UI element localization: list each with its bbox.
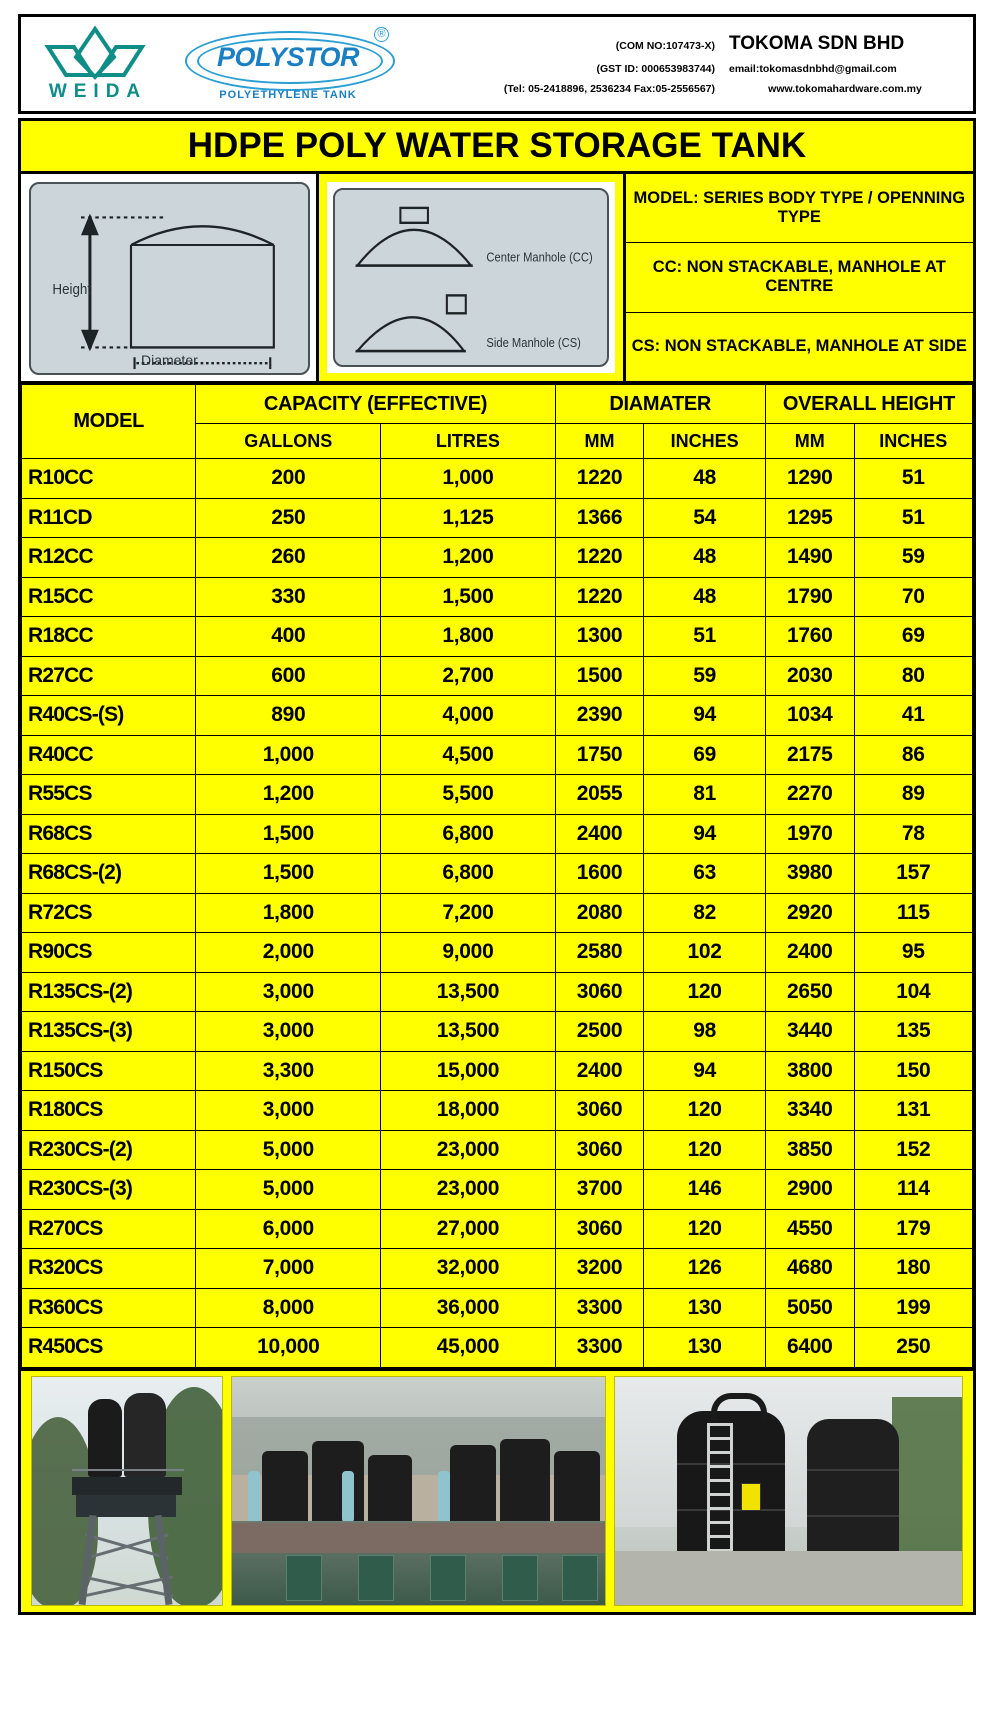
cell-h_mm: 2175 (765, 735, 854, 775)
cell-model: R40CS-(S) (22, 696, 196, 736)
cell-litres: 13,500 (381, 972, 555, 1012)
cell-model: R320CS (22, 1249, 196, 1289)
cell-h_in: 114 (854, 1170, 972, 1210)
cell-gallons: 7,000 (196, 1249, 381, 1289)
col-litres-header: LITRES (381, 424, 555, 459)
cell-model: R135CS-(3) (22, 1012, 196, 1052)
cell-h_mm: 2270 (765, 775, 854, 815)
cell-h_in: 150 (854, 1051, 972, 1091)
cell-model: R18CC (22, 617, 196, 657)
weida-wordmark: WEIDA (48, 81, 148, 102)
table-row (22, 696, 973, 736)
cell-litres: 6,800 (381, 814, 555, 854)
cell-model: R55CS (22, 775, 196, 815)
manhole-diagram-frame (327, 182, 615, 373)
cell-litres: 2,700 (381, 656, 555, 696)
cell-model: R450CS (22, 1328, 196, 1368)
cell-h_mm: 1790 (765, 577, 854, 617)
cell-h_mm: 1295 (765, 498, 854, 538)
cell-dia_mm: 2390 (555, 696, 644, 736)
cell-h_mm: 2900 (765, 1170, 854, 1210)
cell-h_mm: 2030 (765, 656, 854, 696)
cell-litres: 1,000 (381, 459, 555, 499)
cell-model: R230CS-(3) (22, 1170, 196, 1210)
cell-model: R12CC (22, 538, 196, 578)
cell-dia_mm: 3300 (555, 1328, 644, 1368)
cell-dia_in: 94 (644, 1051, 766, 1091)
registered-trademark-icon: ® (374, 27, 389, 42)
cell-litres: 23,000 (381, 1170, 555, 1210)
rooftop-tank-farm-photo (231, 1376, 607, 1606)
cell-h_in: 70 (854, 577, 972, 617)
cell-dia_in: 120 (644, 1091, 766, 1131)
cell-h_in: 131 (854, 1091, 972, 1131)
cell-dia_in: 130 (644, 1288, 766, 1328)
tank-dimension-diagram (31, 184, 308, 373)
cell-dia_mm: 1220 (555, 577, 644, 617)
col-height-mm-header: MM (765, 424, 854, 459)
cell-model: R68CS-(2) (22, 854, 196, 894)
spec-table (21, 384, 973, 1368)
cell-litres: 4,500 (381, 735, 555, 775)
spec-table-wrapper (18, 384, 976, 1371)
cell-model: R40CC (22, 735, 196, 775)
cell-litres: 5,500 (381, 775, 555, 815)
cell-gallons: 600 (196, 656, 381, 696)
cell-model: R150CS (22, 1051, 196, 1091)
cell-h_in: 135 (854, 1012, 972, 1052)
table-row (22, 972, 973, 1012)
cell-dia_in: 48 (644, 538, 766, 578)
manhole-types-diagram (335, 190, 607, 365)
black-tanks-with-ladder-photo (614, 1376, 963, 1606)
table-row (22, 498, 973, 538)
cell-dia_mm: 1750 (555, 735, 644, 775)
cell-h_mm: 2400 (765, 933, 854, 973)
company-name: TOKOMA SDN BHD (729, 33, 905, 54)
cell-dia_mm: 1220 (555, 538, 644, 578)
title-bar (18, 118, 976, 174)
company-info-row (395, 83, 961, 95)
table-row (22, 1209, 973, 1249)
cell-model: R15CC (22, 577, 196, 617)
cell-h_in: 250 (854, 1328, 972, 1368)
cell-model: R11CD (22, 498, 196, 538)
cell-litres: 1,800 (381, 617, 555, 657)
cell-h_mm: 1970 (765, 814, 854, 854)
page-header (18, 14, 976, 114)
cell-gallons: 1,000 (196, 735, 381, 775)
company-phone-fax: (Tel: 05-2418896, 2536234 Fax:05-2556567) (503, 83, 715, 95)
cell-gallons: 10,000 (196, 1328, 381, 1368)
cell-model: R72CS (22, 893, 196, 933)
cell-h_in: 51 (854, 498, 972, 538)
cell-gallons: 3,000 (196, 972, 381, 1012)
cell-h_mm: 2920 (765, 893, 854, 933)
cell-dia_in: 51 (644, 617, 766, 657)
cell-gallons: 5,000 (196, 1170, 381, 1210)
col-height-inches-header: INCHES (854, 424, 972, 459)
cell-gallons: 1,800 (196, 893, 381, 933)
company-registration-number: (COM NO:107473-X) (615, 40, 715, 52)
legend-model-series: MODEL: SERIES BODY TYPE / OPENNING TYPE (633, 188, 966, 227)
cell-h_in: 86 (854, 735, 972, 775)
cell-model: R230CS-(2) (22, 1130, 196, 1170)
cell-dia_mm: 1220 (555, 459, 644, 499)
cell-gallons: 330 (196, 577, 381, 617)
dimension-diagram-panel (29, 182, 310, 375)
cell-dia_mm: 1500 (555, 656, 644, 696)
company-email[interactable]: email:tokomasdnbhd@gmail.com (729, 63, 897, 75)
cell-h_in: 89 (854, 775, 972, 815)
cell-gallons: 260 (196, 538, 381, 578)
manhole-diagram-cell (319, 174, 626, 381)
cell-gallons: 1,200 (196, 775, 381, 815)
cell-dia_in: 130 (644, 1328, 766, 1368)
spec-table-body (22, 459, 973, 1368)
cell-h_mm: 3440 (765, 1012, 854, 1052)
table-row (22, 1091, 973, 1131)
cell-h_in: 78 (854, 814, 972, 854)
photo-strip (18, 1371, 976, 1615)
cell-h_in: 157 (854, 854, 972, 894)
page-title: HDPE POLY WATER STORAGE TANK (187, 126, 807, 165)
cell-dia_mm: 3300 (555, 1288, 644, 1328)
table-row (22, 893, 973, 933)
cell-gallons: 3,000 (196, 1012, 381, 1052)
table-row (22, 1051, 973, 1091)
cell-litres: 36,000 (381, 1288, 555, 1328)
cell-dia_in: 81 (644, 775, 766, 815)
cell-dia_mm: 1300 (555, 617, 644, 657)
table-row (22, 538, 973, 578)
side-manhole-label: Side Manhole (CS) (486, 335, 581, 351)
cell-model: R180CS (22, 1091, 196, 1131)
cell-h_mm: 1760 (765, 617, 854, 657)
cell-dia_mm: 2400 (555, 1051, 644, 1091)
table-row (22, 1012, 973, 1052)
table-row (22, 617, 973, 657)
cell-h_mm: 4680 (765, 1249, 854, 1289)
polystor-logo (185, 21, 395, 107)
table-row (22, 775, 973, 815)
cell-model: R27CC (22, 656, 196, 696)
spec-table-group-header-row (22, 385, 973, 424)
weida-logo (35, 25, 155, 103)
cell-gallons: 1,500 (196, 854, 381, 894)
cell-dia_in: 48 (644, 459, 766, 499)
cell-dia_mm: 3060 (555, 1209, 644, 1249)
diameter-label: Diameter (140, 352, 198, 368)
table-row (22, 1288, 973, 1328)
cell-litres: 6,800 (381, 854, 555, 894)
cell-h_mm: 1290 (765, 459, 854, 499)
cell-gallons: 200 (196, 459, 381, 499)
company-info-row (395, 63, 961, 75)
cell-litres: 7,200 (381, 893, 555, 933)
spec-table-head (22, 385, 973, 459)
table-row (22, 1249, 973, 1289)
logo-zone (21, 17, 395, 111)
cell-gallons: 250 (196, 498, 381, 538)
cell-litres: 9,000 (381, 933, 555, 973)
cell-dia_mm: 2400 (555, 814, 644, 854)
col-height-header: OVERALL HEIGHT (765, 385, 972, 424)
cell-dia_mm: 2580 (555, 933, 644, 973)
cell-dia_in: 146 (644, 1170, 766, 1210)
cell-gallons: 5,000 (196, 1130, 381, 1170)
cell-dia_in: 59 (644, 656, 766, 696)
col-diameter-mm-header: MM (555, 424, 644, 459)
cell-model: R10CC (22, 459, 196, 499)
cell-h_mm: 2650 (765, 972, 854, 1012)
cell-dia_mm: 3700 (555, 1170, 644, 1210)
col-model-header: MODEL (22, 385, 196, 459)
cell-dia_in: 82 (644, 893, 766, 933)
col-diameter-header: DIAMATER (555, 385, 765, 424)
diagram-row (18, 174, 976, 384)
cell-dia_in: 98 (644, 1012, 766, 1052)
cell-litres: 15,000 (381, 1051, 555, 1091)
cell-litres: 27,000 (381, 1209, 555, 1249)
table-row (22, 459, 973, 499)
cell-dia_in: 102 (644, 933, 766, 973)
cell-h_mm: 3980 (765, 854, 854, 894)
company-info (395, 17, 973, 111)
cell-gallons: 400 (196, 617, 381, 657)
cell-h_in: 179 (854, 1209, 972, 1249)
cell-h_mm: 3850 (765, 1130, 854, 1170)
cell-litres: 13,500 (381, 1012, 555, 1052)
cell-h_in: 152 (854, 1130, 972, 1170)
table-row (22, 1328, 973, 1368)
cell-litres: 1,500 (381, 577, 555, 617)
cell-litres: 18,000 (381, 1091, 555, 1131)
cell-dia_mm: 2055 (555, 775, 644, 815)
cell-h_in: 69 (854, 617, 972, 657)
cell-dia_mm: 3060 (555, 972, 644, 1012)
cell-gallons: 1,500 (196, 814, 381, 854)
company-info-row (395, 33, 961, 55)
table-row (22, 933, 973, 973)
cell-litres: 45,000 (381, 1328, 555, 1368)
table-row (22, 1130, 973, 1170)
cell-h_in: 59 (854, 538, 972, 578)
cell-litres: 1,125 (381, 498, 555, 538)
cell-dia_in: 94 (644, 696, 766, 736)
cell-gallons: 2,000 (196, 933, 381, 973)
cell-model: R68CS (22, 814, 196, 854)
dimension-diagram-cell (21, 174, 319, 381)
cell-dia_mm: 3060 (555, 1091, 644, 1131)
cell-h_in: 95 (854, 933, 972, 973)
cell-dia_in: 120 (644, 1130, 766, 1170)
cell-gallons: 3,300 (196, 1051, 381, 1091)
cell-h_mm: 1034 (765, 696, 854, 736)
col-gallons-header: GALLONS (196, 424, 381, 459)
cell-litres: 32,000 (381, 1249, 555, 1289)
model-legend (626, 174, 973, 381)
cell-h_mm: 3340 (765, 1091, 854, 1131)
cell-gallons: 3,000 (196, 1091, 381, 1131)
cell-litres: 1,200 (381, 538, 555, 578)
cell-dia_in: 120 (644, 972, 766, 1012)
col-diameter-inches-header: INCHES (644, 424, 766, 459)
cell-litres: 4,000 (381, 696, 555, 736)
polystor-tagline: POLYETHYLENE TANK (219, 89, 357, 101)
cell-dia_in: 94 (644, 814, 766, 854)
cell-dia_mm: 2080 (555, 893, 644, 933)
cell-model: R90CS (22, 933, 196, 973)
table-row (22, 854, 973, 894)
cell-h_mm: 5050 (765, 1288, 854, 1328)
gst-id: (GST ID: 000653983744) (596, 63, 715, 75)
cell-model: R135CS-(2) (22, 972, 196, 1012)
cell-h_in: 51 (854, 459, 972, 499)
weida-lotus-icon (40, 25, 150, 83)
cell-dia_mm: 3060 (555, 1130, 644, 1170)
cell-h_mm: 6400 (765, 1328, 854, 1368)
table-row (22, 656, 973, 696)
cell-litres: 23,000 (381, 1130, 555, 1170)
cell-dia_mm: 1366 (555, 498, 644, 538)
cell-gallons: 890 (196, 696, 381, 736)
cell-h_in: 41 (854, 696, 972, 736)
cell-h_mm: 4550 (765, 1209, 854, 1249)
cell-dia_in: 126 (644, 1249, 766, 1289)
cell-h_in: 180 (854, 1249, 972, 1289)
col-capacity-header: CAPACITY (EFFECTIVE) (196, 385, 555, 424)
cell-h_mm: 1490 (765, 538, 854, 578)
cell-h_in: 199 (854, 1288, 972, 1328)
cell-dia_in: 54 (644, 498, 766, 538)
height-label: Height (52, 280, 92, 298)
cell-h_mm: 3800 (765, 1051, 854, 1091)
cell-dia_in: 48 (644, 577, 766, 617)
table-row (22, 735, 973, 775)
cell-dia_in: 69 (644, 735, 766, 775)
center-manhole-label: Center Manhole (CC) (486, 249, 593, 265)
company-website[interactable]: www.tokomahardware.com.my (768, 83, 922, 95)
table-row (22, 577, 973, 617)
cell-h_in: 115 (854, 893, 972, 933)
legend-cc-type: CC: NON STACKABLE, MANHOLE AT CENTRE (626, 242, 973, 311)
cell-dia_mm: 2500 (555, 1012, 644, 1052)
cell-h_in: 80 (854, 656, 972, 696)
cell-gallons: 8,000 (196, 1288, 381, 1328)
cell-dia_mm: 3200 (555, 1249, 644, 1289)
table-row (22, 814, 973, 854)
manhole-diagram-panel (333, 188, 609, 367)
cell-dia_in: 63 (644, 854, 766, 894)
cell-model: R270CS (22, 1209, 196, 1249)
cell-model: R360CS (22, 1288, 196, 1328)
elevated-water-tower-photo (31, 1376, 223, 1606)
cell-h_in: 104 (854, 972, 972, 1012)
legend-cs-type: CS: NON STACKABLE, MANHOLE AT SIDE (626, 312, 973, 381)
cell-dia_mm: 1600 (555, 854, 644, 894)
cell-gallons: 6,000 (196, 1209, 381, 1249)
polystor-wordmark: POLYSTOR (216, 42, 360, 72)
cell-dia_in: 120 (644, 1209, 766, 1249)
table-row (22, 1170, 973, 1210)
